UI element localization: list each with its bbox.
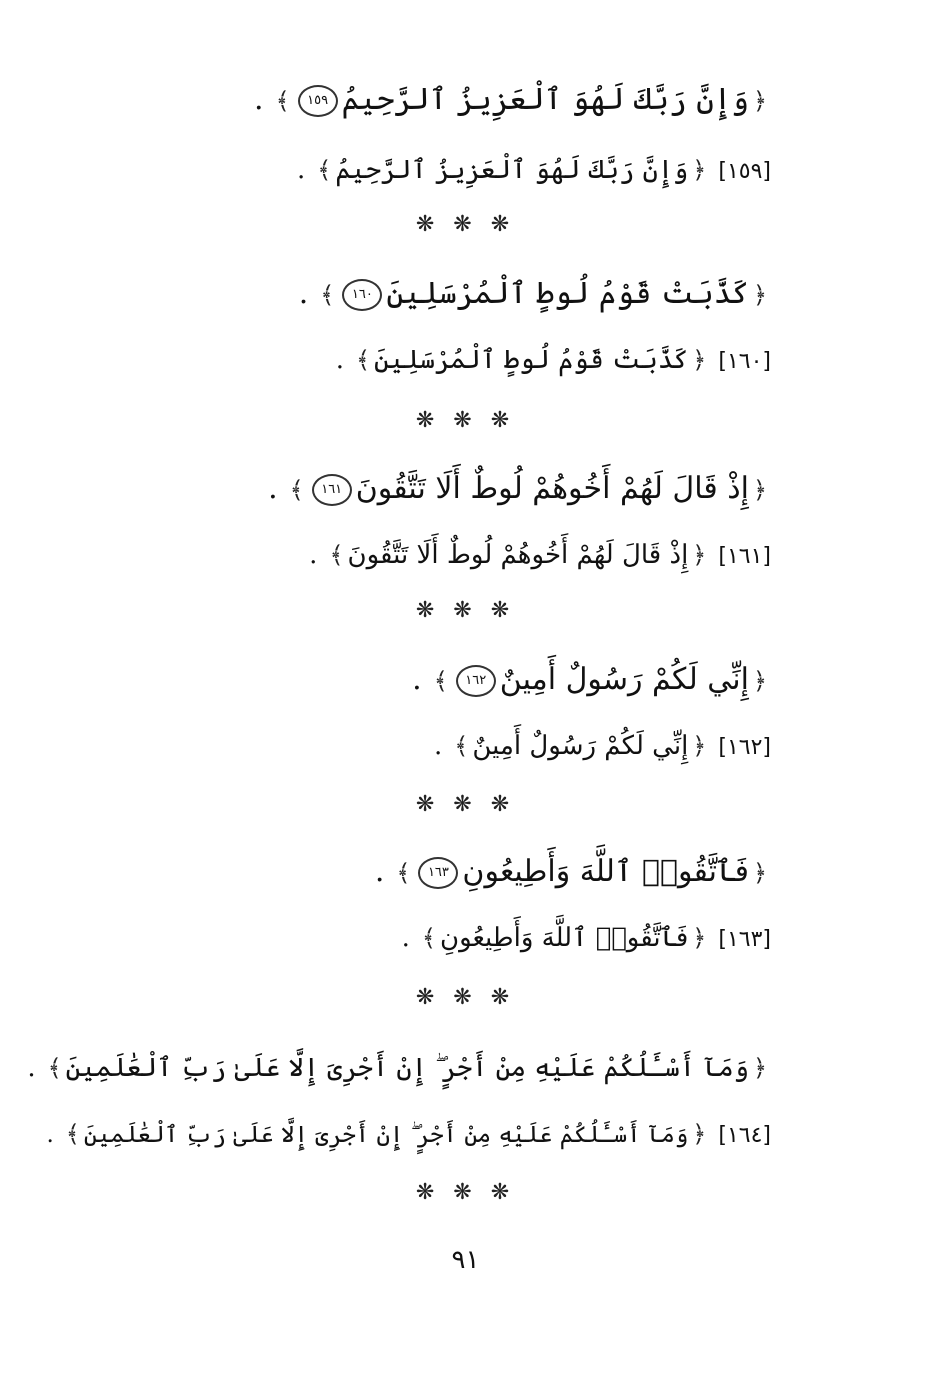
ornament-close-icon: ﴾ (396, 859, 411, 887)
period: . (46, 1122, 54, 1148)
ayah-number-marker: ١٦٢ (456, 665, 496, 697)
verse-number: [١٦٤] (718, 1123, 771, 1148)
ornament-close-icon: ﴾ (65, 1120, 80, 1148)
separator: ❋ ❋ ❋ (415, 985, 516, 1010)
separator: ❋ ❋ ❋ (415, 1180, 516, 1205)
ayah-text: إِنِّي لَكُمْ رَسُولٌ أَمِينٌ (499, 662, 749, 697)
period: . (27, 1053, 36, 1083)
tafsir-text: إِذْ قَالَ لَهُمْ أَخُوهُمْ لُوطٌ أَلَا تَتَّقُونَ (347, 540, 689, 570)
ayah-text: كَذَّبَتْ قَوْمُ لُوطٍ ٱلْمُرْسَلِينَ (386, 276, 749, 311)
separator: ❋ ❋ ❋ (415, 408, 516, 433)
ayah-number-marker: ١٦٠ (342, 279, 382, 311)
tafsir-text: إِنِّي لَكُمْ رَسُولٌ أَمِينٌ (472, 731, 689, 761)
period: . (309, 540, 318, 570)
ornament-open-icon: ﴿ (752, 87, 767, 115)
ornament-close-icon: ﴾ (433, 667, 448, 695)
ornament-close-icon: ﴾ (421, 924, 436, 952)
tafsir-line-160 (336, 340, 771, 382)
ornament-open-icon: ﴿ (692, 1120, 707, 1148)
verse-number: [١٦٣] (718, 927, 771, 952)
ornament-open-icon: ﴿ (752, 476, 767, 504)
ornament-close-icon: ﴾ (329, 541, 344, 569)
period: . (401, 923, 410, 953)
ornament-open-icon: ﴿ (692, 924, 707, 952)
ornament-close-icon: ﴾ (320, 281, 335, 309)
verse-number: [١٥٩] (718, 159, 771, 184)
ornament-open-icon: ﴿ (752, 667, 767, 695)
ornament-open-icon: ﴿ (692, 346, 707, 374)
period: . (254, 82, 264, 117)
ayah-text: فَٱتَّقُوا۟ ٱللَّهَ وَأَطِيعُونِ (462, 854, 749, 889)
ornament-open-icon: ﴿ (752, 281, 767, 309)
separator: ❋ ❋ ❋ (415, 598, 516, 623)
ornament-open-icon: ﴿ (752, 1054, 767, 1082)
ornament-close-icon: ﴾ (317, 156, 332, 184)
period: . (434, 731, 443, 761)
ayah-text: وَإِنَّ رَبَّكَ لَهُوَ ٱلْعَزِيزُ ٱلرَّحِيمُ (341, 82, 749, 117)
ayah-text: إِذْ قَالَ لَهُمْ أَخُوهُمْ لُوطٌ أَلَا تَتَّقُونَ (355, 471, 749, 506)
ayah-number-marker: ١٥٩ (298, 85, 338, 117)
ayah-line-161 (268, 467, 771, 512)
verse-number: [١٦١] (718, 544, 771, 569)
period: . (412, 662, 422, 697)
verse-number: [١٦٢] (718, 735, 771, 760)
ayah-line-159 (254, 78, 771, 123)
tafsir-line-162 (434, 726, 771, 768)
ayah-line-162 (412, 658, 771, 703)
verse-number: [١٦٠] (718, 349, 771, 374)
tafsir-text: كَذَّبَتْ قَوْمُ لُوطٍ ٱلْمُرْسَلِينَ (374, 345, 689, 375)
period: . (335, 345, 344, 375)
ayah-text: وَمَآ أَسْـَٔلُكُمْ عَلَيْهِ مِنْ أَجْرٍ ۖ إِنْ أَجْرِىَ إِلَّا عَلَىٰ رَبِّ ٱلْعَٰلَمِينَ (65, 1053, 749, 1083)
tafsir-text: وَإِنَّ رَبَّكَ لَهُوَ ٱلْعَزِيزُ ٱلرَّحِيمُ (335, 155, 689, 185)
ornament-open-icon: ﴿ (692, 541, 707, 569)
ayah-line-163 (375, 850, 771, 895)
period: . (374, 854, 385, 889)
tafsir-line-163 (402, 918, 771, 960)
ornament-close-icon: ﴾ (289, 476, 304, 504)
tafsir-text: وَمَآ أَسْـَٔلُكُمْ عَلَيْهِ مِنْ أَجْرٍ ۖ إِنْ أَجْرِىَ إِلَّا عَلَىٰ رَبِّ ٱلْعَٰلَمِينَ (83, 1122, 689, 1148)
ornament-close-icon: ﴾ (355, 346, 371, 374)
ornament-open-icon: ﴿ (752, 859, 767, 887)
period: . (298, 276, 309, 311)
ornament-open-icon: ﴿ (692, 156, 707, 184)
ornament-close-icon: ﴾ (275, 87, 290, 115)
tafsir-text: فَٱتَّقُوا۟ ٱللَّهَ وَأَطِيعُونِ (439, 923, 689, 953)
tafsir-line-159 (297, 150, 771, 192)
separator: ❋ ❋ ❋ (415, 212, 516, 237)
tafsir-line-164 (46, 1114, 771, 1156)
tafsir-line-161 (309, 535, 771, 577)
ayah-number-marker: ١٦٣ (418, 857, 458, 889)
ayah-number-marker: ١٦١ (312, 474, 352, 506)
ayah-line-160 (299, 272, 771, 317)
ornament-open-icon: ﴿ (692, 732, 707, 760)
ayah-line-164 (27, 1046, 771, 1090)
page-number: ٩١ (451, 1245, 480, 1275)
ornament-close-icon: ﴾ (454, 732, 469, 760)
separator: ❋ ❋ ❋ (415, 792, 516, 817)
period: . (296, 155, 306, 185)
period: . (268, 471, 278, 506)
ornament-close-icon: ﴾ (47, 1054, 62, 1082)
